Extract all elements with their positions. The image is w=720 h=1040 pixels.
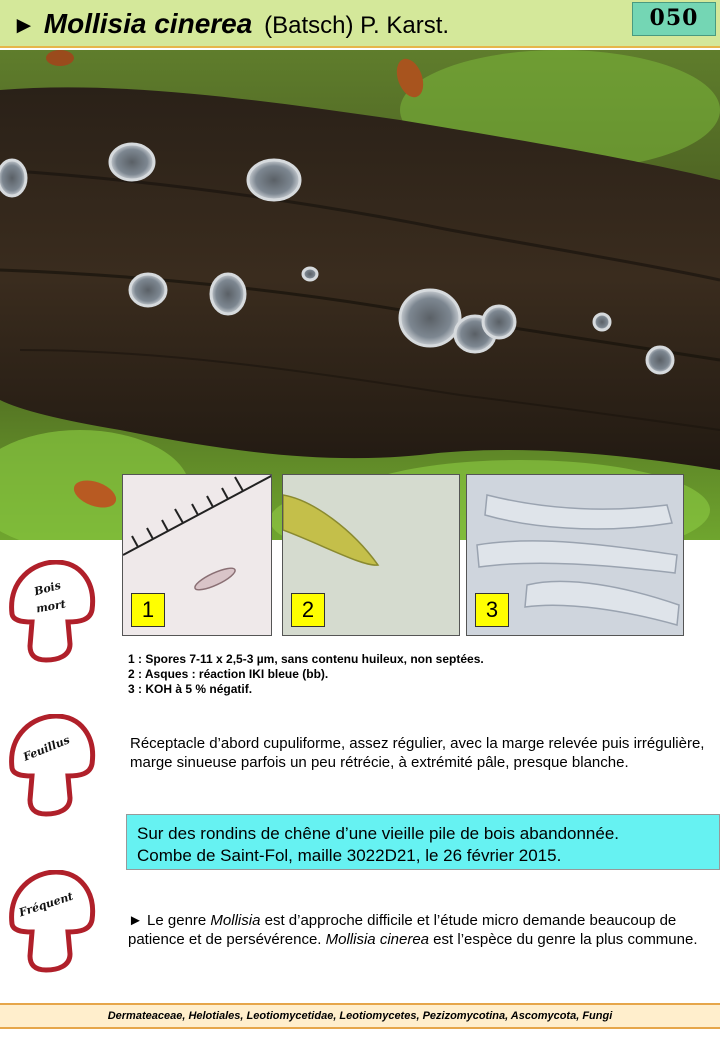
species-name: Mollisia cinerea [43,8,253,39]
habitat-line-2: Combe de Saint-Fol, maille 3022D21, le 26 février 2015. [137,846,562,865]
fungus-on-log-illustration [0,50,720,540]
note-arrow: ► [128,912,143,929]
badge-substrate-line1: Bois [32,578,63,599]
title-arrow: ► [12,12,36,39]
main-photo [0,50,720,540]
badge-frequency [6,870,98,980]
micrograph-asci [282,474,460,636]
badge-substrate [6,560,98,670]
badge-frequency-label: Fréquent [17,889,75,920]
mushroom-badge-icon [6,714,98,824]
caption-line-3: 3 : KOH à 5 % négatif. [128,682,253,696]
note-text-2: est d’approche difficile et l’étude micro demande beaucoup de patience et de persévérence. [128,912,677,948]
mushroom-badge-icon [6,560,98,670]
genus-note [128,911,708,949]
micrograph-number-1: 1 [131,593,165,627]
plate-number: 050 [632,2,716,36]
micrograph-number-3: 3 [475,593,509,627]
badge-group-label: Feuillus [21,733,72,764]
note-text-1: Le genre [142,912,211,929]
taxonomy-footer: Dermateaceae, Helotiales, Leotiomycetidae, Leotiomycetes, Pezizomycotina, Ascomycota, Fungi [0,1003,720,1029]
note-text-3: est l’espèce du genre la plus commune. [429,931,698,948]
page-title [12,8,449,40]
badge-substrate-line2: mort [35,597,67,616]
mushroom-badge-icon [6,870,98,980]
habitat-box [126,814,720,870]
micrograph-spores [122,474,272,636]
micrograph-caption [128,652,484,697]
header-bar [0,0,720,48]
description-text: Réceptacle d’abord cupuliforme, assez régulier, avec la marge relevée puis irrégulière, marge sinueuse parfois un peu rétrécie, à extrémité pâle, presque blanche. [130,735,705,771]
micrograph-tissue [466,474,684,636]
micrograph-number-2: 2 [291,593,325,627]
note-genus-name: Mollisia [210,912,261,929]
caption-line-2: 2 : Asques : réaction IKI bleue (bb). [128,667,329,681]
note-species-name: Mollisia cinerea [325,931,430,948]
species-authority: (Batsch) P. Karst. [264,12,450,39]
caption-line-1: 1 : Spores 7-11 x 2,5-3 µm, sans contenu huileux, non septées. [128,652,484,666]
habitat-line-1: Sur des rondins de chêne d’une vieille pile de bois abandonnée. [137,824,620,843]
badge-group [6,714,98,824]
